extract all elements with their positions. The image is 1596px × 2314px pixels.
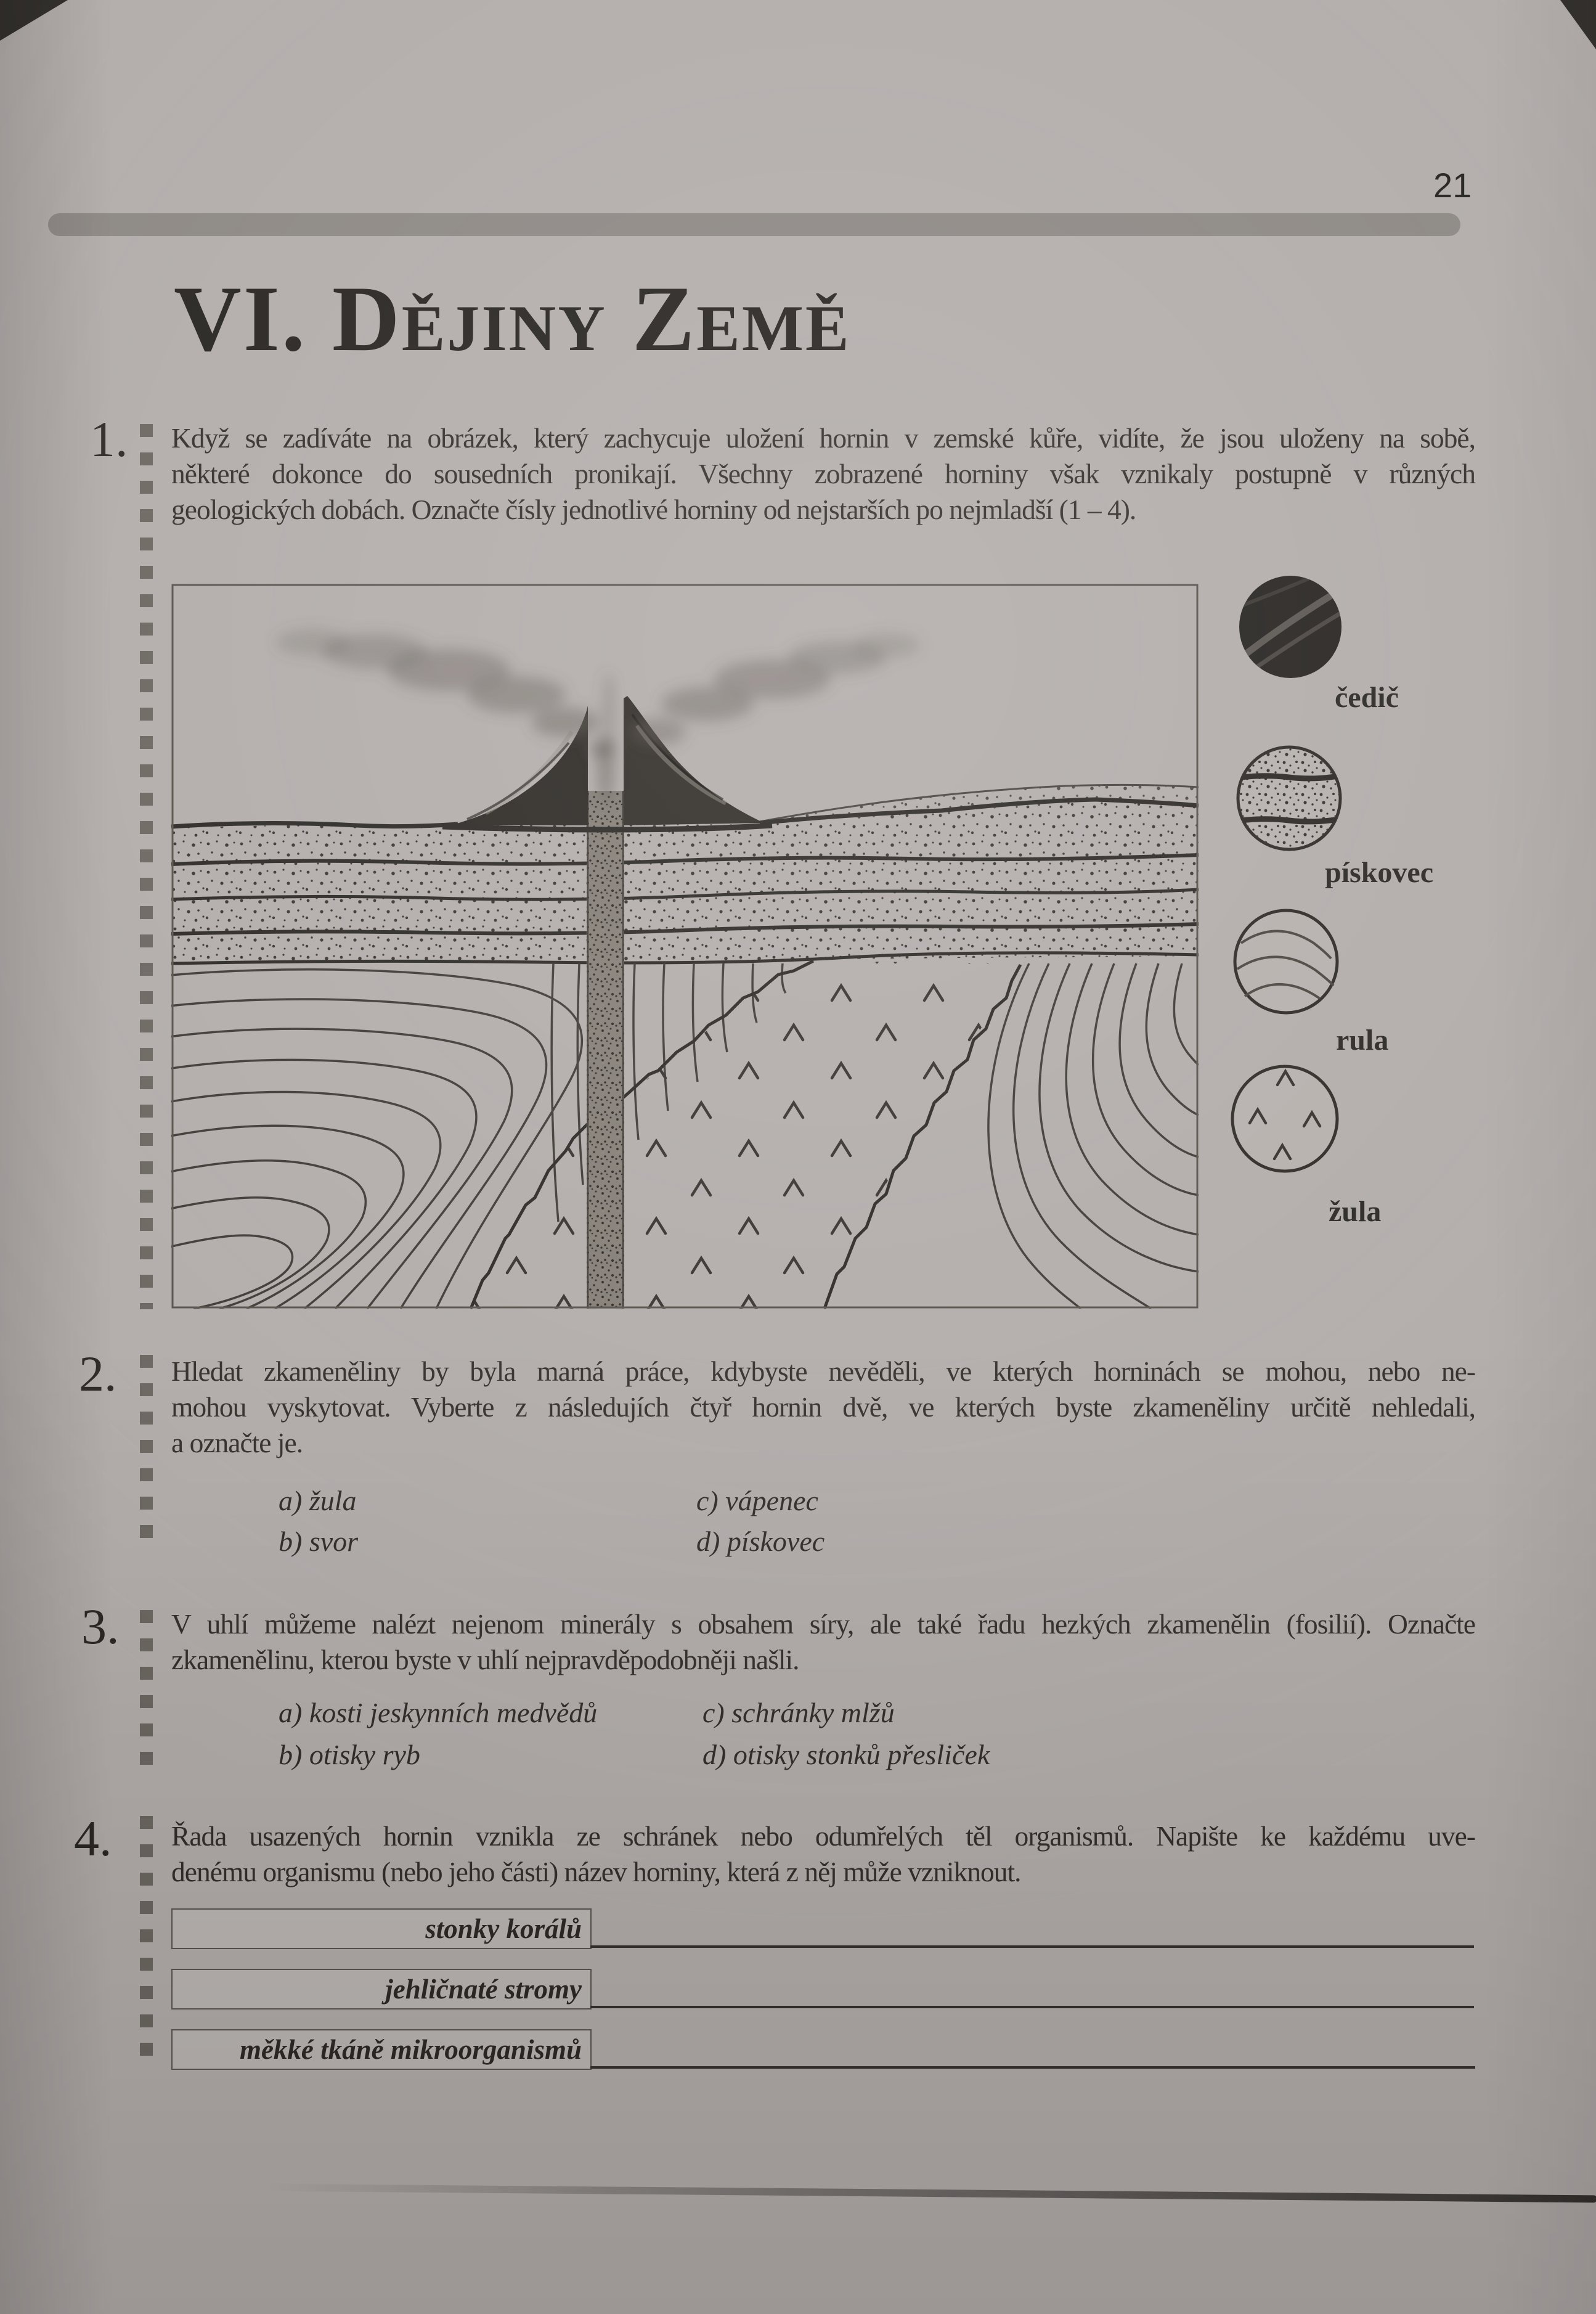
- exercise-3-text: [171, 1606, 1475, 1678]
- smoke-plumes: [276, 629, 920, 803]
- exercise-3-number: 3.: [81, 1598, 120, 1654]
- exercise-3-option-c[interactable]: c) schránky mlžů: [702, 1697, 895, 1728]
- legend-label-rula: rula: [1336, 1024, 1389, 1057]
- exercise-text-line: mohou vyskytovat. Vyberte z následujích čtyř hornin dvě, ve kterých byste zkameněliny určitě nehledali,: [171, 1391, 1475, 1423]
- exercise-text-line: Když se zadíváte na obrázek, který zachycuje uložení hornin v zemské kůře, vidíte, že jsou uloženy na sobě,: [171, 422, 1475, 454]
- margin-dots-exercise-2: [140, 1355, 153, 1552]
- answer-line-1[interactable]: [590, 1945, 1474, 1948]
- rock-sample-piskovec: [1236, 747, 1342, 849]
- legend-label-cedic: čedič: [1335, 681, 1399, 714]
- exercise-text-line: Hledat zkameněliny by byla marná práce, kdybyste nevěděli, ve kterých horninách se mohou, nebo ne-: [171, 1355, 1475, 1387]
- rock-sample-rula: [1235, 910, 1337, 1013]
- page-edge-shadow: [265, 2184, 1596, 2203]
- exercise-text-line: geologických dobách. Označte čísly jednotlivé horniny od nejstarších po nejmladší (1 – 4).: [171, 494, 1136, 525]
- exercise-3-option-a[interactable]: a) kosti jeskynních medvědů: [279, 1697, 598, 1728]
- margin-dots-exercise-1: [140, 424, 153, 1309]
- rock-sample-cedic: [1237, 576, 1342, 678]
- exercise-1-text: [171, 420, 1475, 528]
- organism-label-box: [171, 1969, 592, 2009]
- answer-line-3[interactable]: [590, 2066, 1475, 2069]
- exercise-4-text: [171, 1818, 1475, 1890]
- margin-dots-exercise-3: [140, 1610, 153, 1769]
- organism-label: jehličnaté stromy: [385, 1974, 582, 2005]
- exercise-2-number: 2.: [79, 1346, 117, 1402]
- folded-rock-right: [988, 963, 1199, 1309]
- photo-corner-top-left: [0, 0, 68, 41]
- page-number: 21: [1433, 166, 1472, 205]
- answer-line-2[interactable]: [590, 2006, 1474, 2008]
- legend-label-zula: žula: [1329, 1195, 1382, 1228]
- exercise-2-option-b[interactable]: b) svor: [279, 1526, 359, 1557]
- exercise-text-line: denému organismu (nebo jeho části) název horniny, která z něj může vzniknout.: [171, 1856, 1021, 1887]
- exercise-2-option-c[interactable]: c) vápenec: [696, 1485, 818, 1516]
- exercise-text-line: některé dokonce do sousedních pronikají. Všechny zobrazené horniny však vznikaly postupně v různých: [171, 458, 1475, 489]
- photo-corner-top-right: [1560, 0, 1596, 49]
- rock-sample-zula: [1232, 1066, 1337, 1171]
- geology-cross-section-diagram: [171, 584, 1199, 1309]
- exercise-text-line: V uhlí můžeme nalézt nejenom minerály s obsahem síry, ale také řadu hezkých zkamenělin (fosilií). Označte: [171, 1608, 1475, 1640]
- exercise-2-option-d[interactable]: d) pískovec: [696, 1526, 825, 1557]
- exercise-2-option-a[interactable]: a) žula: [279, 1485, 357, 1516]
- exercise-text-line: Řada usazených hornin vznikla ze schránek nebo odumřelých těl organismů. Napište ke každému uve-: [171, 1820, 1475, 1852]
- legend-label-piskovec: pískovec: [1325, 856, 1434, 889]
- organism-label-box: [171, 1908, 592, 1949]
- margin-dots-exercise-4: [140, 1816, 153, 2058]
- exercise-text-line: a označte je.: [171, 1427, 303, 1458]
- exercise-3-option-b[interactable]: b) otisky ryb: [279, 1739, 420, 1770]
- exercise-1-number: 1.: [90, 411, 128, 467]
- page-title: VI. Dějiny Země: [174, 267, 851, 370]
- exercise-2-text: [171, 1354, 1475, 1461]
- exercise-text-line: zkamenělinu, kterou byste v uhlí nejpravděpodobněji našli.: [171, 1644, 799, 1675]
- basalt-dike: [587, 791, 624, 1309]
- exercise-3-option-d[interactable]: d) otisky stonků přesliček: [702, 1739, 990, 1770]
- organism-label-box: [171, 2029, 592, 2070]
- organism-label: měkké tkáně mikroorganismů: [239, 2034, 582, 2065]
- organism-label: stonky korálů: [425, 1913, 582, 1944]
- exercise-4-number: 4.: [74, 1810, 112, 1866]
- header-rule: [48, 213, 1460, 236]
